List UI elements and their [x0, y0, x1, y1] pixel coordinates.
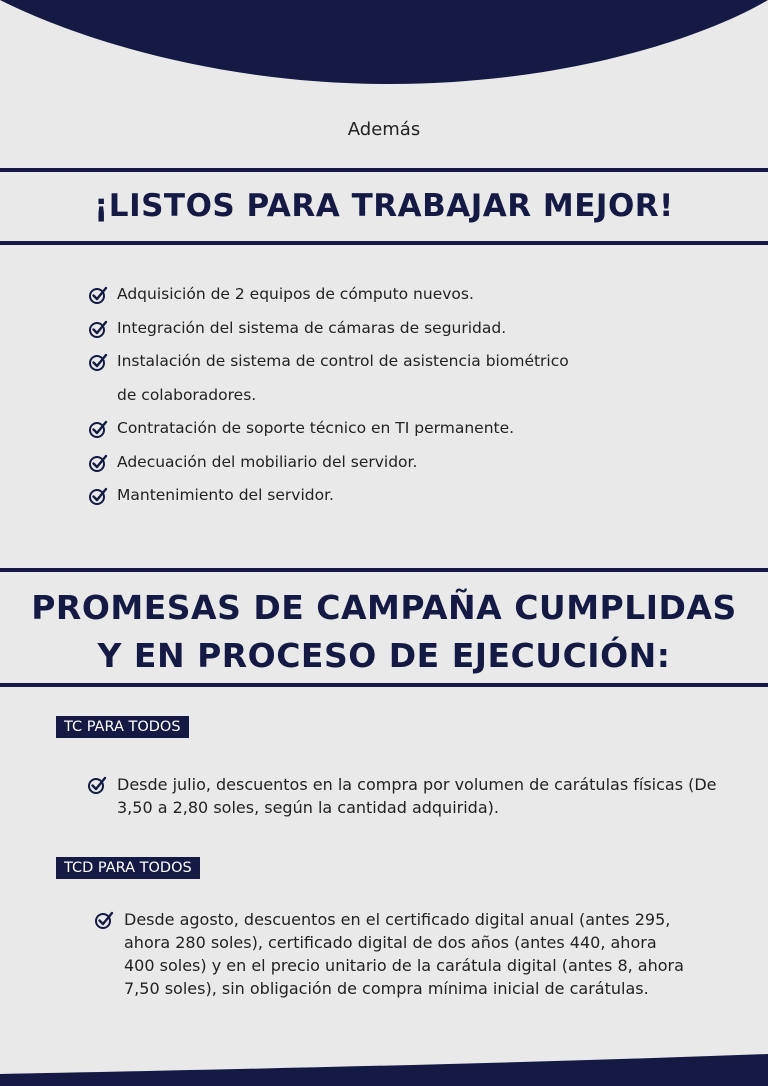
divider-line	[0, 241, 768, 245]
promise-item	[124, 908, 684, 1000]
check-circle-icon	[88, 453, 108, 473]
section-title-listos: ¡LISTOS PARA TRABAJAR MEJOR!	[94, 188, 674, 224]
list-item-continuation: de colaboradores.	[117, 385, 257, 404]
list-item	[88, 412, 569, 446]
promise-item-text: Desde julio, descuentos en la compra por volumen de carátulas físicas (De 3,50 a 2,80 soles, según la cantidad adquirida).	[117, 775, 717, 817]
list-item-text: Adquisición de 2 equipos de cómputo nuevos.	[117, 285, 474, 303]
divider-line	[0, 168, 768, 172]
section-title-line: Y EN PROCESO DE EJECUCIÓN:	[97, 636, 671, 675]
check-circle-icon	[88, 486, 108, 506]
list-item-text: Integración del sistema de cámaras de seguridad.	[117, 318, 507, 337]
section-title-line: PROMESAS DE CAMPAÑA CUMPLIDAS	[31, 588, 737, 627]
tag-tcd-para-todos: TCD PARA TODOS	[56, 857, 200, 879]
list-item	[88, 312, 569, 346]
section-title-promesas	[0, 584, 768, 680]
intro-text: Además	[347, 119, 421, 140]
check-circle-icon	[87, 775, 107, 795]
list-item	[88, 479, 569, 513]
divider-line	[0, 568, 768, 572]
check-circle-icon	[88, 419, 108, 439]
list-item-text: Mantenimiento del servidor.	[117, 486, 334, 504]
bottom-band-decoration	[0, 1046, 768, 1086]
tag-tc-para-todos: TC PARA TODOS	[56, 716, 189, 738]
top-arc-decoration	[0, 0, 768, 90]
list-item-text: Instalación de sistema de control de asistencia biométrico	[117, 352, 569, 370]
check-circle-icon	[88, 319, 108, 339]
check-circle-icon	[88, 352, 108, 372]
check-circle-icon	[94, 910, 114, 930]
divider-line	[0, 683, 768, 687]
list-item	[88, 278, 569, 312]
improvements-list	[88, 278, 569, 513]
check-circle-icon	[88, 285, 108, 305]
list-item	[88, 446, 569, 480]
promise-item-text: Desde agosto, descuentos en el certificado digital anual (antes 295, ahora 280 soles), certificado digital de dos años (antes 440, ahora 400 soles) y en el precio unitario de la carátula digital (antes 8, ahora 7,50 soles), sin obligación de compra mínima inicial de carátulas.	[124, 910, 684, 998]
list-item-text: Contratación de soporte técnico en TI permanente.	[117, 419, 515, 437]
list-item-text: Adecuación del mobiliario del servidor.	[117, 452, 418, 471]
list-item	[88, 345, 569, 412]
promise-item	[117, 773, 717, 819]
